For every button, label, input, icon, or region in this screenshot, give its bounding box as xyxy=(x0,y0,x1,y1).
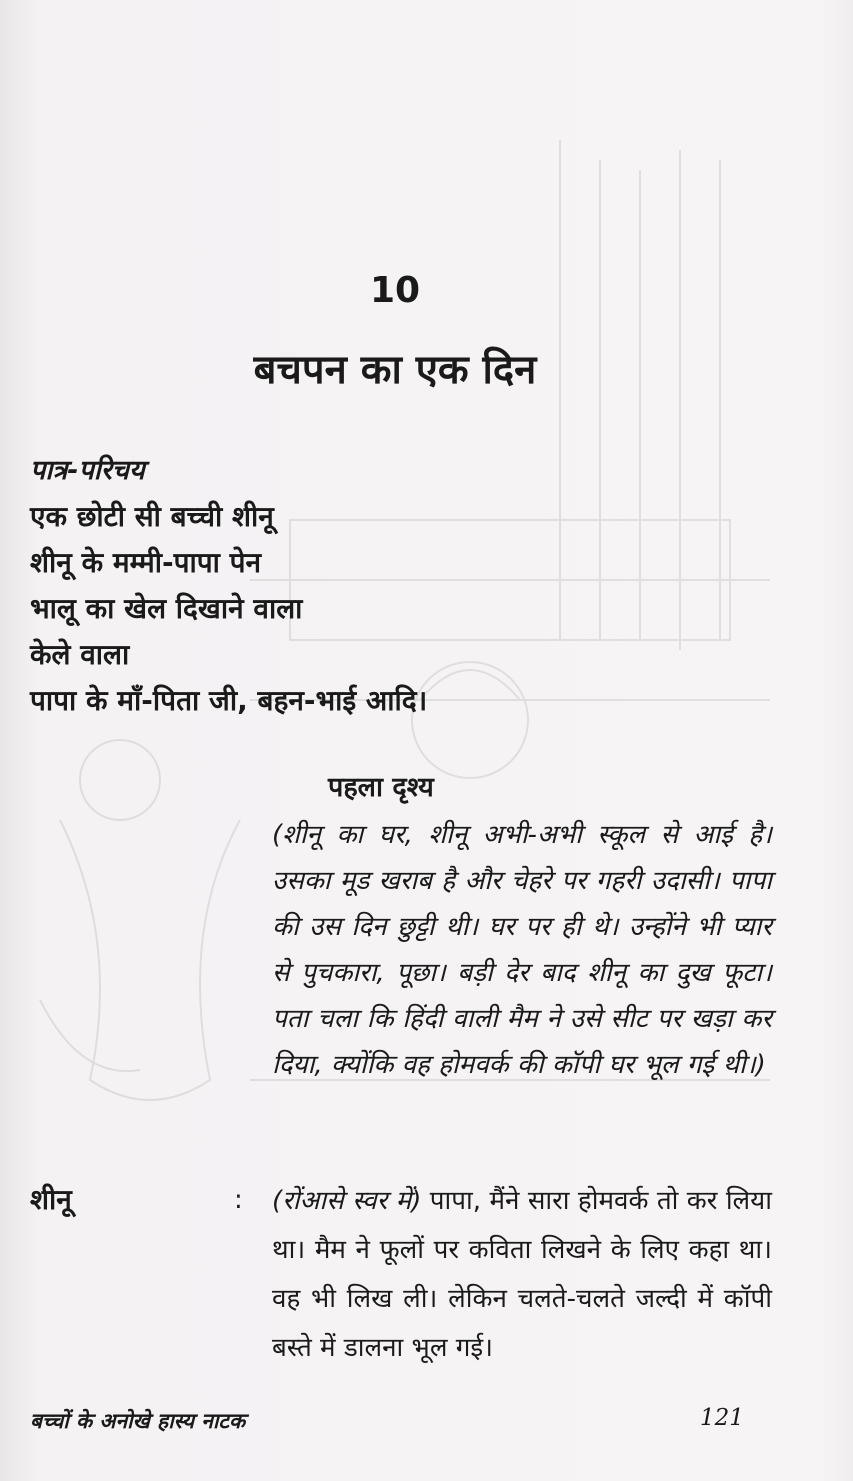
cast-list xyxy=(30,448,630,724)
scene-heading: पहला दृश्य xyxy=(328,772,434,803)
chapter-title: बचपन का एक दिन xyxy=(253,347,537,393)
page-number: 121 xyxy=(700,1405,744,1431)
cast-item: भालू का खेल दिखाने वाला xyxy=(30,592,303,625)
dialogue-line: पापा, मैंने सारा होमवर्क तो कर लिया था। मैम ने फूलों पर कविता लिखने के लिए कहा था। वह भी लिख ली। लेकिन चलते-चलते जल्दी में कॉपी बस्ते में डालना भूल गई। xyxy=(272,1186,772,1363)
cast-item: पापा के माँ-पिता जी, बहन-भाई आदि। xyxy=(30,684,428,717)
footer-book-title: बच्चों के अनोखे हास्य नाटक xyxy=(30,1409,246,1433)
cast-heading: पात्र-परिचय xyxy=(30,455,145,486)
cast-item: एक छोटी सी बच्ची शीनू xyxy=(30,500,274,533)
speaker-name: शीनू xyxy=(30,1183,72,1216)
cast-item: केले वाला xyxy=(30,638,130,671)
stage-direction: (शीनू का घर, शीनू अभी-अभी स्कूल से आई है। उसका मूड खराब है और चेहरे पर गहरी उदासी। पापा की उस दिन छुट्टी थी। घर पर ही थे। उन्होंने भी प्यार से पुचकारा, पूछा। बड़ी देर बाद शीनू का दुख फूटा। पता चला कि हिंदी वाली मैम ने उसे सीट पर खड़ा कर दिया, क्योंकि वह होमवर्क की कॉपी घर भूल गई थी।) xyxy=(272,820,772,1080)
dialogue-direction: (रोंआसे स्वर में) xyxy=(272,1186,422,1216)
cast-item: शीनू के मम्मी-पापा पेन xyxy=(30,546,262,579)
speaker-colon: : xyxy=(234,1185,243,1215)
dialogue-text xyxy=(272,1177,772,1373)
chapter-number: 10 xyxy=(369,270,421,311)
